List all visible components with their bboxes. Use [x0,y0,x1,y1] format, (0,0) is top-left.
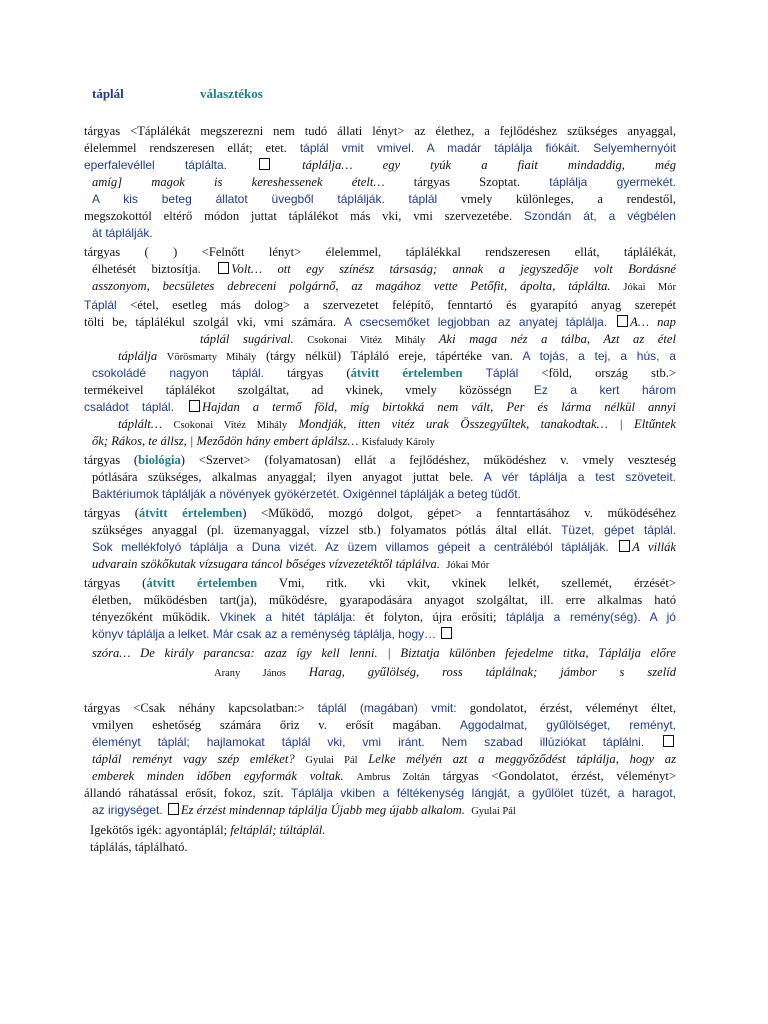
example-marker-icon [617,315,628,327]
entry-line: állandó ráhatással erősít, fokoz, szít. Táplálja vkiben a féltékenység lángját, a gyűlölet tüzét, a haragot, [84,786,676,800]
entry-line: táplálja Vörösmarty Mihály (tárgy nélkül) Tápláló ereje, tápértéke van. A tojás, a tej, a hús, a [118,349,676,363]
entry-line: tölti be, táplálékul szolgál vki, vmi számára. A csecsemőket legjobban az anyatej táplálja. A… nap [84,315,676,329]
headword: táplál [92,86,124,101]
example-marker-icon [259,158,270,170]
example-marker-icon [189,400,200,412]
entry-line: csokoládé nagyon táplál. tárgyas (átvitt értelemben Táplál <föld, ország stb.> [92,366,676,380]
entry-line: pótlására szükséges, alkalmas anyaggal; ilyen anyagot juttat bele. A vér táplálja a test szöveteit. [92,470,676,484]
entry-line: tényezőként működik. Vkinek a hitét táplálja: ét folyton, újra erősíti; táplálja a remény(ség). A jó [92,610,676,624]
entry-line: ők; Rákos, te állsz, | Meződön hány embert áplálsz… Kisfaludy Károly [92,434,435,448]
entry-line: szükséges anyaggal (pl. üzemanyaggal, vízzel stb.) folyamatos pótlás által ellát. Tüzet, gépet táplál. [92,523,676,537]
entry-line: Táplál <étel, esetleg más dolog> a szervezetet felépítő, fenntartó és gyarapító anyag szerepét [84,298,676,312]
entry-line: Baktériumok táplálják a növények gyökérzetét. Oxigénnel táplálják a beteg tüdőt. [92,487,521,501]
entry-line: asszonyom, becsületes debreceni polgárnő, az magához vette Petőfit, ápolta, táplálta. Jókai Mór [92,279,676,293]
entry-line: éleményt táplál; hajlamokat táplál vki, vmi iránt. Nem szabad illúziókat táplálni. [92,734,676,751]
entry-line: vmilyen eshetőség számára őriz v. erősít magában. Aggodalmat, gyűlölséget, reményt, [92,718,676,732]
entry-line: tárgyas ( ) <Felnőtt lényt> élelemmel, táplálékkal rendszeresen ellát, táplálékát, [84,245,676,259]
example-marker-icon [663,735,674,747]
entry-line: termékeivel táplálékot szolgáltat, ad vkinek, vmely közösségn Ez a kert három [84,383,676,397]
entry-line: könyv táplálja a lelket. Már csak az a reménység táplálja, hogy… [92,626,676,643]
derived-words: táplálás, táplálható. [90,840,188,854]
entry-line: tárgyas (átvitt értelemben Vmi, ritk. vki vkit, vkinek lelkét, szellemét, érzését> [84,576,677,590]
entry-line: szóra… De király parancsa: azaz így kell lenni. | Biztatja különben fejedelme titka, Táplálja előre [92,646,676,660]
example-marker-icon [619,540,630,552]
entry-line: át táplálják. [92,226,153,240]
entry-line: élelemmel rendszeresen ellát; etet. táplál vmit vmivel. A madár táplálja fiókáit. Selyemhernyóit [84,141,676,155]
entry-line: Sok mellékfolyó táplálja a Duna vizét. Az üzem villamos gépeit a centráléból táplálják. A villák [92,540,676,554]
entry-line: táplált… Csokonai Vitéz Mihály Mondják, itten vitéz urak Összegyűltek, tanakodtak… | Eltűntek [118,417,676,431]
entry-line: megszokottól eltérő módon juttat táplálékot más vki, vmi szervezetébe. Szondán át, a végbélen [84,209,676,223]
entry-line: az irigységet. Ez érzést mindennap táplálja Újabb meg újabb alkalom. Gyulai Pál [92,803,516,817]
entry-line: életben, működésben tart(ja), működésre, gyarapodására anyagot szolgáltat, ill. erre alkalmas ható [92,593,676,607]
derived-verbs: Igekötős igék: agyontáplál; feltáplál; túltáplál. [90,823,326,837]
entry-line: A kis beteg állatot üvegből táplálják. táplál vmely különleges, a rendestől, [92,192,676,206]
entry-line: élhetését biztosítja. Volt… ott egy színész társaság; annak a jegyszedője volt Bordásné [92,262,676,276]
entry-line: tárgyas (átvitt értelemben) <Működő, mozgó dolgot, gépet> a fenntartásához v. működéséhez [84,506,676,520]
entry-line: udvarain szökőkutak vízsugara táncol bőséges vízvezetéktől táplálva. Jókai Mór [92,557,490,571]
example-marker-icon [218,262,229,274]
entry-line: Arany János Harag, gyűlölség, ross táplálnak; jámbor s szelíd [214,665,677,679]
entry-line: táplál sugárival. Csokonai Vitéz Mihály Aki maga néz a tálba, Azt az étel [200,332,676,346]
entry-line: eperfalevéllel táplálta. táplálja… egy tyúk a fiait mindaddig, még [84,158,676,172]
entry-line: tárgyas <Csak néhány kapcsolatban:> táplál (magában) vmit: gondolatot, érzést, véleményt éltet, [84,701,677,715]
example-marker-icon [168,803,179,815]
example-marker-icon [441,627,452,639]
entry-line: amíg] magok is kereshessenek ételt… tárgyas Szoptat. táplálja gyermekét. [92,175,677,189]
register-label: választékos [200,86,263,101]
entry-line: tárgyas <Táplálékát megszerezni nem tudó állati lényt> az élethez, a fejlődéshez szükséges anyaggal, [84,124,676,138]
entry-line: tárgyas (biológia) <Szervet> (folyamatosan) ellát a fejlődéshez, működéshez v. vmely veszteség [84,453,677,467]
entry-line: családot táplál. Hajdan a termő föld, míg birtokká nem vált, Per és lárma nélkül annyi [84,400,676,414]
entry-line: táplál reményt vagy szép emléket? Gyulai Pál Lelke mélyén azt a meggyőződést táplálja, hogy az [92,752,676,766]
entry-line: emberek minden időben egyformák voltak. Ambrus Zoltán tárgyas <Gondolatot, érzést, véleményt> [92,769,677,783]
